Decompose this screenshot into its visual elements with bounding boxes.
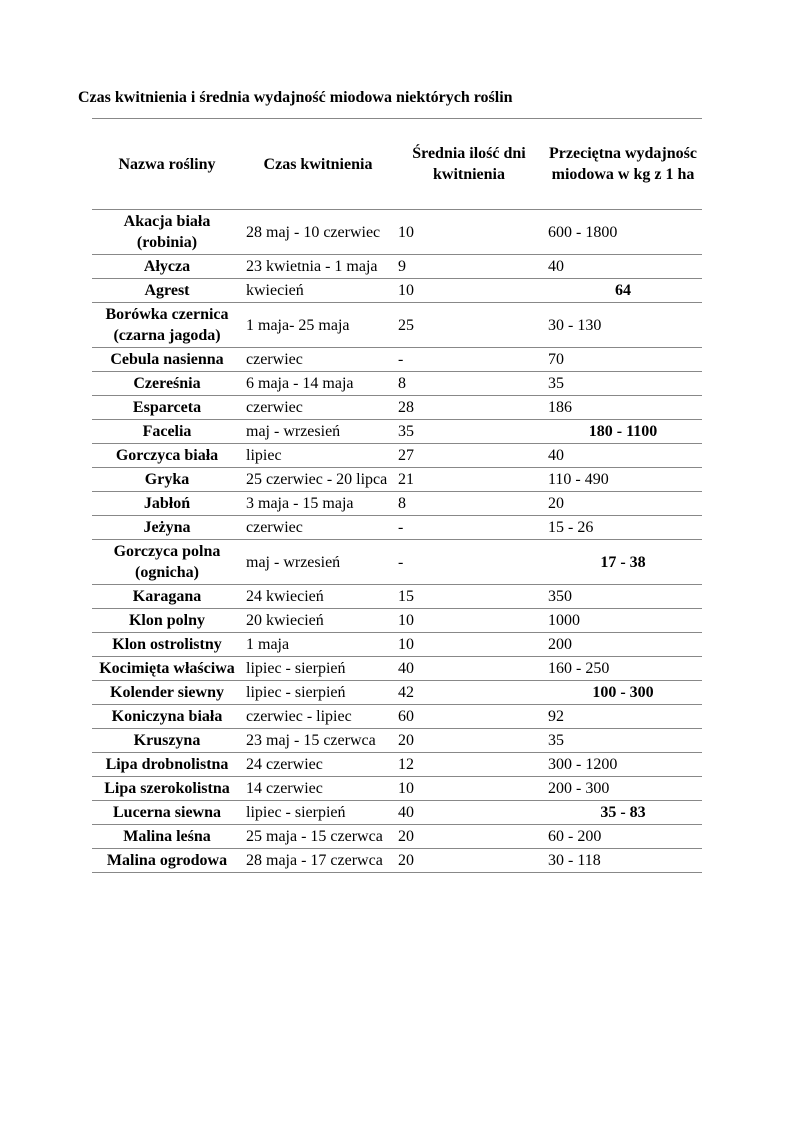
plant-name-cell: Esparceta xyxy=(92,396,242,420)
table-row xyxy=(92,516,702,540)
table-row xyxy=(92,777,702,801)
flowering-days-cell: 8 xyxy=(394,492,544,516)
flowering-days-cell: 35 xyxy=(394,420,544,444)
flowering-days-cell: 27 xyxy=(394,444,544,468)
flowering-days-cell: 42 xyxy=(394,681,544,705)
flowering-days-cell: 10 xyxy=(394,279,544,303)
table-row xyxy=(92,633,702,657)
header-plant-name: Nazwa rośliny xyxy=(92,119,242,210)
flowering-days-cell: - xyxy=(394,540,544,585)
flowering-time-cell: 6 maja - 14 maja xyxy=(242,372,394,396)
plant-name-cell: Akacja biała (robinia) xyxy=(92,210,242,255)
flowering-days-cell: - xyxy=(394,348,544,372)
flowering-days-cell: 10 xyxy=(394,210,544,255)
flowering-time-cell: 14 czerwiec xyxy=(242,777,394,801)
table-row xyxy=(92,420,702,444)
flowering-days-cell: 60 xyxy=(394,705,544,729)
table-row xyxy=(92,585,702,609)
flowering-time-cell: 20 kwiecień xyxy=(242,609,394,633)
honey-yield-cell: 100 - 300 xyxy=(544,681,702,705)
flowering-days-cell: 40 xyxy=(394,801,544,825)
honey-yield-cell: 40 xyxy=(544,255,702,279)
header-flowering-time: Czas kwitnienia xyxy=(242,119,394,210)
honey-yield-cell: 110 - 490 xyxy=(544,468,702,492)
honey-yield-cell: 20 xyxy=(544,492,702,516)
flowering-days-cell: 10 xyxy=(394,633,544,657)
honey-yield-cell: 186 xyxy=(544,396,702,420)
table-header-row xyxy=(92,119,702,210)
honey-yield-cell: 40 xyxy=(544,444,702,468)
flowering-time-cell: lipiec - sierpień xyxy=(242,681,394,705)
table-row xyxy=(92,396,702,420)
table-row xyxy=(92,348,702,372)
honey-plants-table xyxy=(92,118,702,873)
flowering-time-cell: lipiec - sierpień xyxy=(242,657,394,681)
flowering-time-cell: czerwiec xyxy=(242,396,394,420)
plant-name-cell: Koniczyna biała xyxy=(92,705,242,729)
flowering-time-cell: 1 maja xyxy=(242,633,394,657)
honey-yield-cell: 300 - 1200 xyxy=(544,753,702,777)
flowering-days-cell: 20 xyxy=(394,825,544,849)
plant-name-cell: Borówka czernica (czarna jagoda) xyxy=(92,303,242,348)
plant-name-cell: Lipa drobnolistna xyxy=(92,753,242,777)
table-row xyxy=(92,681,702,705)
plant-name-cell: Klon polny xyxy=(92,609,242,633)
plant-name-cell: Ałycza xyxy=(92,255,242,279)
table-row xyxy=(92,444,702,468)
table-row xyxy=(92,372,702,396)
honey-yield-cell: 92 xyxy=(544,705,702,729)
flowering-time-cell: 24 czerwiec xyxy=(242,753,394,777)
flowering-time-cell: lipiec xyxy=(242,444,394,468)
table-row xyxy=(92,468,702,492)
header-honey-yield: Przeciętna wydajnośc miodowa w kg z 1 ha xyxy=(544,119,702,210)
table-row xyxy=(92,609,702,633)
plant-name-cell: Agrest xyxy=(92,279,242,303)
flowering-days-cell: 10 xyxy=(394,609,544,633)
flowering-time-cell: 1 maja- 25 maja xyxy=(242,303,394,348)
flowering-days-cell: - xyxy=(394,516,544,540)
flowering-time-cell: czerwiec xyxy=(242,348,394,372)
plant-name-cell: Jabłoń xyxy=(92,492,242,516)
flowering-time-cell: kwiecień xyxy=(242,279,394,303)
honey-yield-cell: 160 - 250 xyxy=(544,657,702,681)
table-row xyxy=(92,492,702,516)
flowering-time-cell: maj - wrzesień xyxy=(242,420,394,444)
plant-name-cell: Gryka xyxy=(92,468,242,492)
flowering-time-cell: czerwiec xyxy=(242,516,394,540)
honey-yield-cell: 70 xyxy=(544,348,702,372)
flowering-days-cell: 20 xyxy=(394,849,544,873)
flowering-time-cell: czerwiec - lipiec xyxy=(242,705,394,729)
honey-yield-cell: 15 - 26 xyxy=(544,516,702,540)
flowering-time-cell: 28 maj - 10 czerwiec xyxy=(242,210,394,255)
plant-name-cell: Kruszyna xyxy=(92,729,242,753)
flowering-time-cell: 28 maja - 17 czerwca xyxy=(242,849,394,873)
table-row xyxy=(92,825,702,849)
plant-name-cell: Facelia xyxy=(92,420,242,444)
flowering-days-cell: 9 xyxy=(394,255,544,279)
plant-name-cell: Jeżyna xyxy=(92,516,242,540)
table-row xyxy=(92,657,702,681)
honey-yield-cell: 200 xyxy=(544,633,702,657)
flowering-time-cell: 25 czerwiec - 20 lipca xyxy=(242,468,394,492)
flowering-days-cell: 10 xyxy=(394,777,544,801)
honey-yield-cell: 60 - 200 xyxy=(544,825,702,849)
honey-yield-cell: 600 - 1800 xyxy=(544,210,702,255)
flowering-days-cell: 40 xyxy=(394,657,544,681)
honey-yield-cell: 350 xyxy=(544,585,702,609)
table-row xyxy=(92,705,702,729)
plant-name-cell: Gorczyca biała xyxy=(92,444,242,468)
flowering-time-cell: 3 maja - 15 maja xyxy=(242,492,394,516)
honey-yield-cell: 180 - 1100 xyxy=(544,420,702,444)
table-row xyxy=(92,279,702,303)
table-row xyxy=(92,540,702,585)
plant-name-cell: Lipa szerokolistna xyxy=(92,777,242,801)
plant-name-cell: Gorczyca polna (ognicha) xyxy=(92,540,242,585)
plant-name-cell: Malina ogrodowa xyxy=(92,849,242,873)
honey-yield-cell: 35 xyxy=(544,372,702,396)
flowering-days-cell: 25 xyxy=(394,303,544,348)
flowering-time-cell: 24 kwiecień xyxy=(242,585,394,609)
flowering-time-cell: maj - wrzesień xyxy=(242,540,394,585)
document-title: Czas kwitnienia i średnia wydajność miodowa niektórych roślin xyxy=(78,89,513,106)
flowering-days-cell: 12 xyxy=(394,753,544,777)
plant-name-cell: Klon ostrolistny xyxy=(92,633,242,657)
flowering-time-cell: 23 maj - 15 czerwca xyxy=(242,729,394,753)
honey-yield-cell: 17 - 38 xyxy=(544,540,702,585)
plant-name-cell: Lucerna siewna xyxy=(92,801,242,825)
table-row xyxy=(92,753,702,777)
table-row xyxy=(92,210,702,255)
honey-yield-cell: 64 xyxy=(544,279,702,303)
flowering-days-cell: 8 xyxy=(394,372,544,396)
plant-name-cell: Kocimięta właściwa xyxy=(92,657,242,681)
flowering-time-cell: 25 maja - 15 czerwca xyxy=(242,825,394,849)
honey-yield-cell: 1000 xyxy=(544,609,702,633)
table-row xyxy=(92,801,702,825)
honey-yield-cell: 35 xyxy=(544,729,702,753)
honey-yield-cell: 30 - 118 xyxy=(544,849,702,873)
flowering-days-cell: 21 xyxy=(394,468,544,492)
flowering-time-cell: lipiec - sierpień xyxy=(242,801,394,825)
table-row xyxy=(92,849,702,873)
plant-name-cell: Kolender siewny xyxy=(92,681,242,705)
flowering-days-cell: 20 xyxy=(394,729,544,753)
honey-yield-cell: 30 - 130 xyxy=(544,303,702,348)
plant-name-cell: Cebula nasienna xyxy=(92,348,242,372)
flowering-days-cell: 28 xyxy=(394,396,544,420)
plant-name-cell: Malina leśna xyxy=(92,825,242,849)
honey-yield-cell: 35 - 83 xyxy=(544,801,702,825)
plant-name-cell: Karagana xyxy=(92,585,242,609)
header-flowering-days: Średnia ilość dni kwitnienia xyxy=(394,119,544,210)
flowering-days-cell: 15 xyxy=(394,585,544,609)
flowering-time-cell: 23 kwietnia - 1 maja xyxy=(242,255,394,279)
plant-name-cell: Czereśnia xyxy=(92,372,242,396)
table-row xyxy=(92,255,702,279)
table-row xyxy=(92,303,702,348)
honey-yield-cell: 200 - 300 xyxy=(544,777,702,801)
table-row xyxy=(92,729,702,753)
